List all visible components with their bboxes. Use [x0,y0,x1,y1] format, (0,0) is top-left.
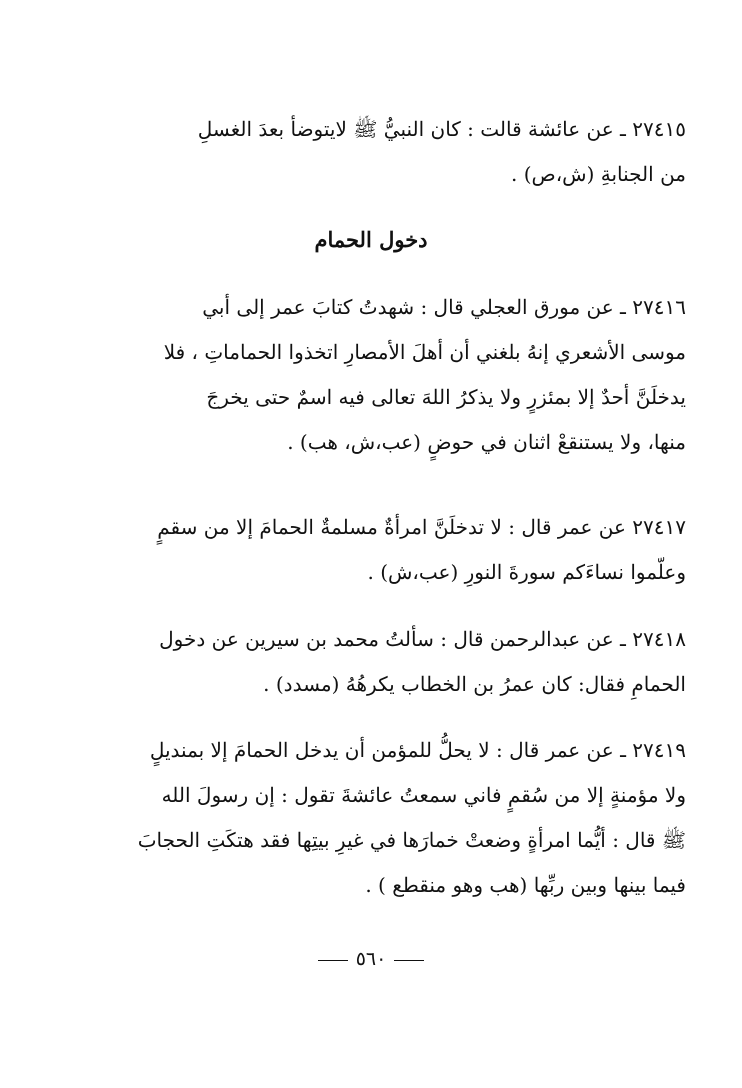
hadith-line: ٢٧٤١٥ ـ عن عائشة قالت : كان النبيُّ ﷺ لايتوضأ بعدَ الغسلِ [197,117,686,141]
hadith-27415 [62,107,686,197]
hadith-line: ٢٧٤١٩ ـ عن عمر قال : لا يحلُّ للمؤمن أن يدخل الحمامَ إلا بمنديلٍ [149,738,686,762]
hadith-27418 [62,617,686,707]
hadith-line: يدخلَنَّ أحدٌ إلا بمئزرٍ ولا يذكرُ اللهَ تعالى فيه اسمٌ حتى يخرجَ [206,385,686,409]
hadith-line: من الجنابةِ (ش،ص) . [511,162,686,186]
hadith-line: فيما بينها وبين ربِّها (هب وهو منقطع ) . [365,873,686,897]
footer-dash [318,960,348,961]
hadith-line: ٢٧٤١٦ ـ عن مورق العجلي قال : شهدتُ كتابَ عمر إلى أبي [202,295,686,319]
hadith-27416 [62,285,686,465]
hadith-line: وعلّموا نساءَكم سورةَ النورِ (عب،ش) . [367,560,686,584]
footer-dash [394,960,424,961]
hadith-27417 [62,505,686,595]
hadith-line: ٢٧٤١٨ ـ عن عبدالرحمن قال : سألتُ محمد بن سيرين عن دخول [159,627,686,651]
hadith-line: الحمامِ فقال: كان عمرُ بن الخطاب يكرهُهُ (مسدد) . [263,672,686,696]
page-number: ٥٦٠ [355,948,387,970]
page-footer [0,944,742,974]
hadith-line: ٢٧٤١٧ عن عمر قال : لا تدخلَنَّ امرأةٌ مسلمةٌ الحمامَ إلا من سقمٍ [157,515,686,539]
hadith-line: منها، ولا يستنقعْ اثنان في حوضٍ (عب،ش، هب) . [287,430,686,454]
section-heading: دخول الحمام [314,227,428,252]
hadith-line: ﷺ قال : أيُّما امرأةٍ وضعتْ خمارَها في غيرِ بيتِها فقد هتكَتِ الحجابَ [137,828,686,852]
hadith-27419 [62,728,686,908]
hadith-line: موسى الأشعري إنهُ بلغني أن أهلَ الأمصارِ اتخذوا الحماماتِ ، فلا [163,340,686,364]
hadith-line: ولا مؤمنةٍ إلا من سُقمٍ فاني سمعتُ عائشةَ تقول : إن رسولَ الله [161,783,686,807]
